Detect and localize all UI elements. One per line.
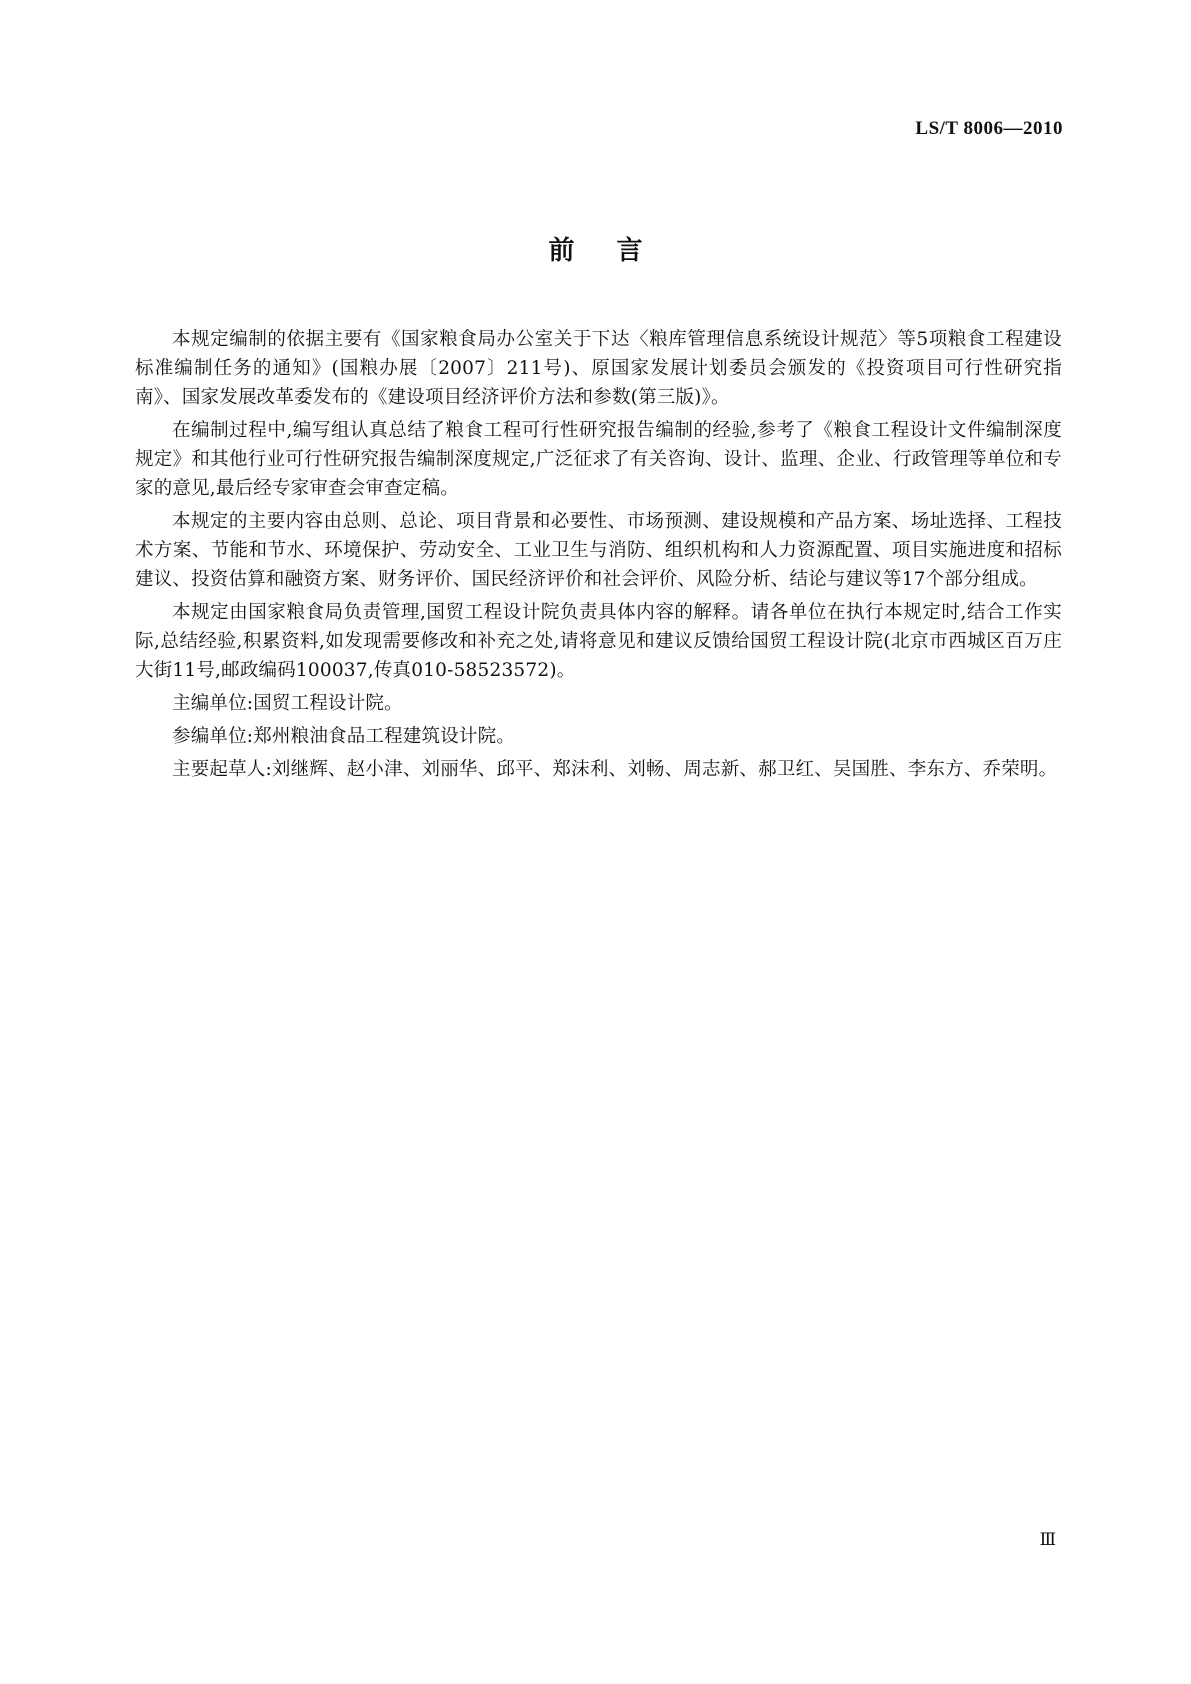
paragraph-co-editor: 参编单位:郑州粮油食品工程建筑设计院。 <box>172 726 516 747</box>
paragraph-basis: 本规定编制的依据主要有《国家粮食局办公室关于下达〈粮库管理信息系统设计规范〉等5项粮食工程建设标准编制任务的通知》(国粮办展〔2007〕211号)、原国家发展计划委员会颁发的《投资项目可行性研究指南》、国家发展改革委发布的《建设项目经济评价方法和参数(第三版)》。 <box>135 329 1062 408</box>
page-number: Ⅲ <box>1039 1530 1056 1549</box>
page-title: 前言 <box>548 236 685 266</box>
paragraph-contents: 本规定的主要内容由总则、总论、项目背景和必要性、市场预测、建设规模和产品方案、场址选择、工程技术方案、节能和节水、环境保护、劳动安全、工业卫生与消防、组织机构和人力资源配置、项目实施进度和招标建议、投资估算和融资方案、财务评价、国民经济评价和社会评价、风险分析、结论与建议等17个部分组成。 <box>135 511 1062 590</box>
paragraph-drafters: 主要起草人:刘继辉、赵小津、刘丽华、邱平、郑沫利、刘畅、周志新、郝卫红、吴国胜、李东方、乔荣明。 <box>172 759 1058 780</box>
paragraph-process: 在编制过程中,编写组认真总结了粮食工程可行性研究报告编制的经验,参考了《粮食工程设计文件编制深度规定》和其他行业可行性研究报告编制深度规定,广泛征求了有关咨询、设计、监理、企业、行政管理等单位和专家的意见,最后经专家审查会审查定稿。 <box>135 420 1062 499</box>
paragraph-chief-editor: 主编单位:国贸工程设计院。 <box>172 693 403 714</box>
foreword-body <box>135 325 1062 788</box>
paragraph-management: 本规定由国家粮食局负责管理,国贸工程设计院负责具体内容的解释。请各单位在执行本规定时,结合工作实际,总结经验,积累资料,如发现需要修改和补充之处,请将意见和建议反馈给国贸工程设计院(北京市西城区百万庄大街11号,邮政编码100037,传真010-58523572)。 <box>135 602 1062 681</box>
standard-code: LS/T 8006—2010 <box>915 118 1063 139</box>
